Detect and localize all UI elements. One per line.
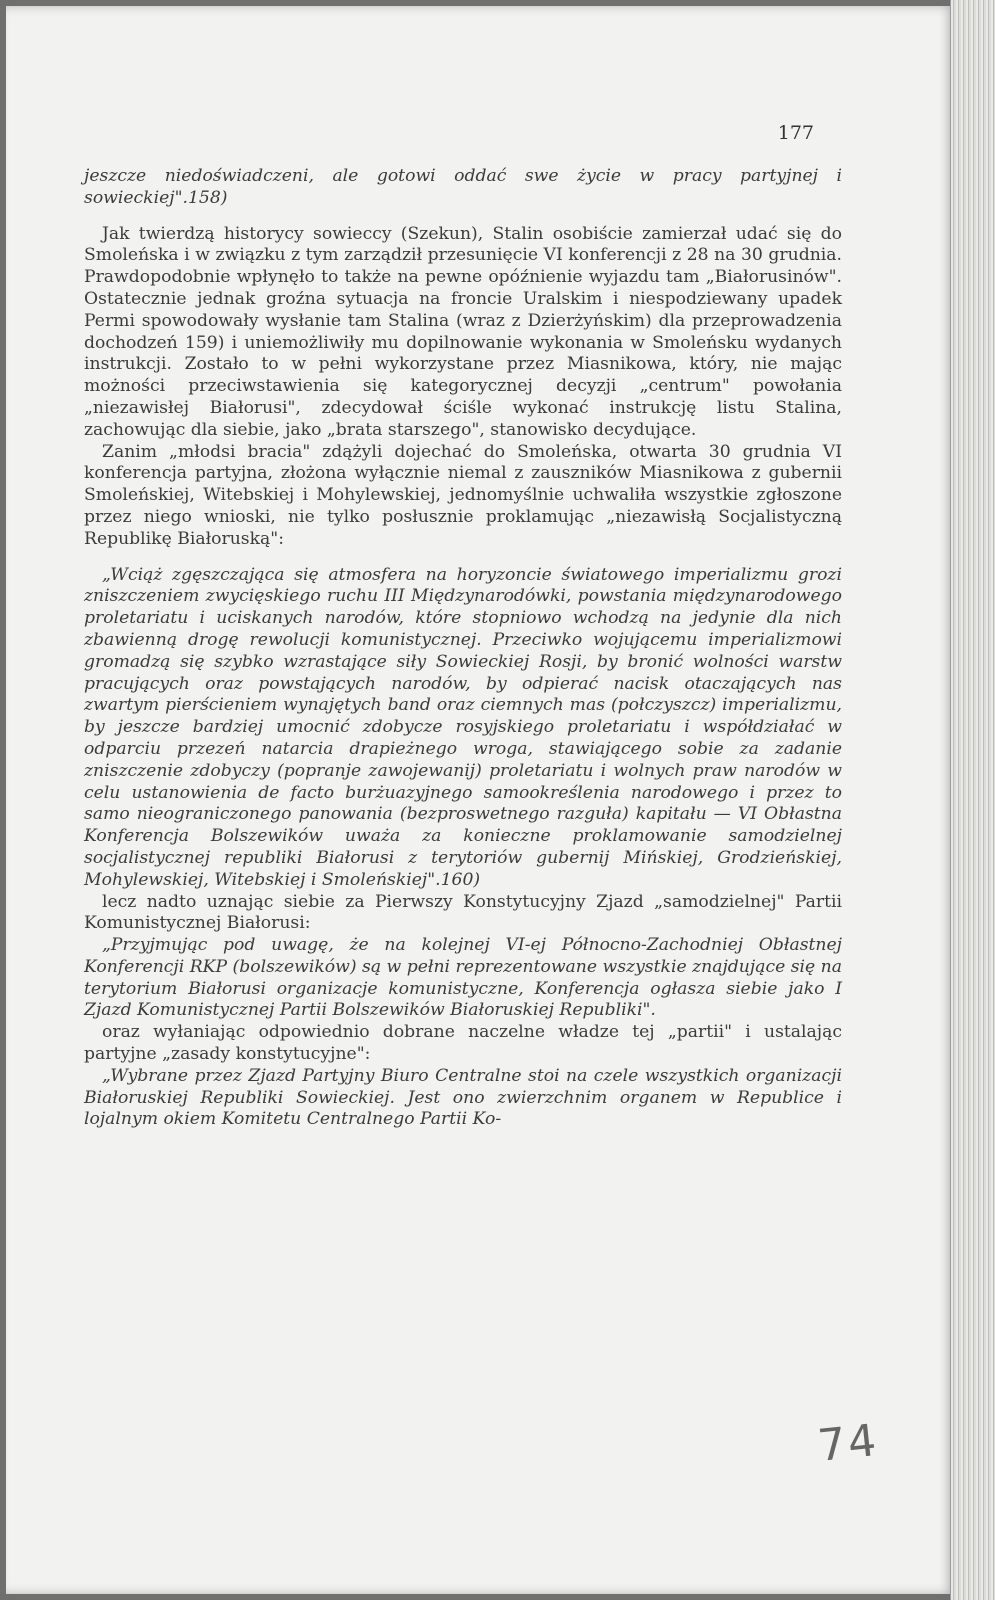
paragraph-body: oraz wyłaniając odpowiednio dobrane naczelne władze tej „partii" i ustalając partyjne „zasady konstytucyjne": — [84, 1022, 842, 1065]
paragraph-quote-continuation: jeszcze niedoświadczeni, ale gotowi oddać swe życie w pracy partyjnej i sowieckiej".158) — [84, 166, 842, 208]
page-edge-stack — [950, 0, 995, 1600]
book-page — [6, 6, 954, 1594]
handwritten-page-note: 74 — [815, 1415, 881, 1472]
paragraph-body: lecz nadto uznając siebie za Pierwszy Konstytucyjny Zjazd „samodzielnej" Partii Komunistycznej Białorusi: — [84, 891, 842, 934]
paragraph-quote: „Wybrane przez Zjazd Partyjny Biuro Centralne stoi na czele wszystkich organizacji Białoruskiej Republiki Sowieckiej. Jest ono zwierzchnim organem w Republice i lojalnym okiem Komitetu Centralnego Partii Ko- — [84, 1065, 842, 1130]
paragraph-quote: „Przyjmując pod uwagę, że na kolejnej VI-ej Północno-Zachodniej Obłastnej Konferencji RKP (bolszewików) są w pełni reprezentowane wszystkie znajdujące się na terytorium Białorusi organizacje komunistyczne, Konferencja ogłasza siebie jako I Zjazd Komunistycznej Partii Bolszewików Białoruskiej Republiki". — [84, 935, 842, 1021]
paragraph-body: Zanim „młodsi bracia" zdążyli dojechać do Smoleńska, otwarta 30 grudnia VI konferencja partyjna, złożona wyłącznie niemal z zauszników Miasnikowa z gubernii Smoleńskiej, Witebskiej i Mohylewskiej, jednomyślnie uchwaliła wszystkie zgłoszone przez niego wnioski, nie tylko posłusznie proklamując „niezawisłą Socjalistyczną Republikę Białoruską": — [84, 441, 842, 549]
page-number: 177 — [777, 122, 814, 144]
paragraph-quote: „Wciąż zgęszczająca się atmosfera na horyzoncie światowego imperializmu grozi zniszczeniem zwycięskiego ruchu III Międzynarodówki, powstania międzynarodowego proletariatu i uciskanych narodów, które stopniowo wchodzą na jedynie dla nich zbawienną drogę rewolucji komunistycznej. Przeciwko wojującemu imperializmowi gromadzą się szybko wzrastające siły Sowieckiej Rosji, by bronić wolności warstw pracujących oraz powstających narodów, by odpierać nacisk otaczających nas zwartym pierścieniem wynajętych band oraz ciemnych mas (połczyszcz) imperializmu, by jeszcze bardziej umocnić zdobycze rosyjskiego proletariatu i współdziałać w odparciu przezeń natarcia drapieżnego wroga, stawiającego sobie za zadanie zniszczenie zdobyczy (popranje zawojewanij) proletariatu i wolnych praw narodów w celu ustanowienia de facto burżuazyjnego samookreślenia narodowego i przez to samo nieograniczonego panowania (bezproswetnego razguła) kapitału — VI Obłastna Konferencja Bolszewików uważa za konieczne proklamowanie samodzielnej socjalistycznej republiki Białorusi z terytoriów gubernij Mińskiej, Grodzieńskiej, Mohylewskiej, Witebskiej i Smoleńskiej".160) — [84, 564, 842, 890]
paragraph-body: Jak twierdzą historycy sowieccy (Szekun), Stalin osobiście zamierzał udać się do Smoleńska i w związku z tym zarządził przesunięcie VI konferencji z 28 na 30 grudnia. Prawdopodobnie wpłynęło to także na pewne opóźnienie wyjazdu tam „Białorusinów". Ostatecznie jednak groźna sytuacja na froncie Uralskim i niespodziewany upadek Permi spowodowały wysłanie tam Stalina (wraz z Dzierżyńskim) dla przeprowadzenia dochodzeń 159) i uniemożliwiły mu dopilnowanie wykonania w Smoleńsku wydanych instrukcji. Zostało to w pełni wykorzystane przez Miasnikowa, który, nie mając możności przeciwstawienia się kategorycznej decyzji „centrum" powołania „niezawisłej Białorusi", zdecydował ściśle wykonać instrukcję listu Stalina, zachowując dla siebie, jako „brata starszego", stanowisko decydujące. — [84, 223, 842, 440]
page-text — [84, 166, 842, 1131]
